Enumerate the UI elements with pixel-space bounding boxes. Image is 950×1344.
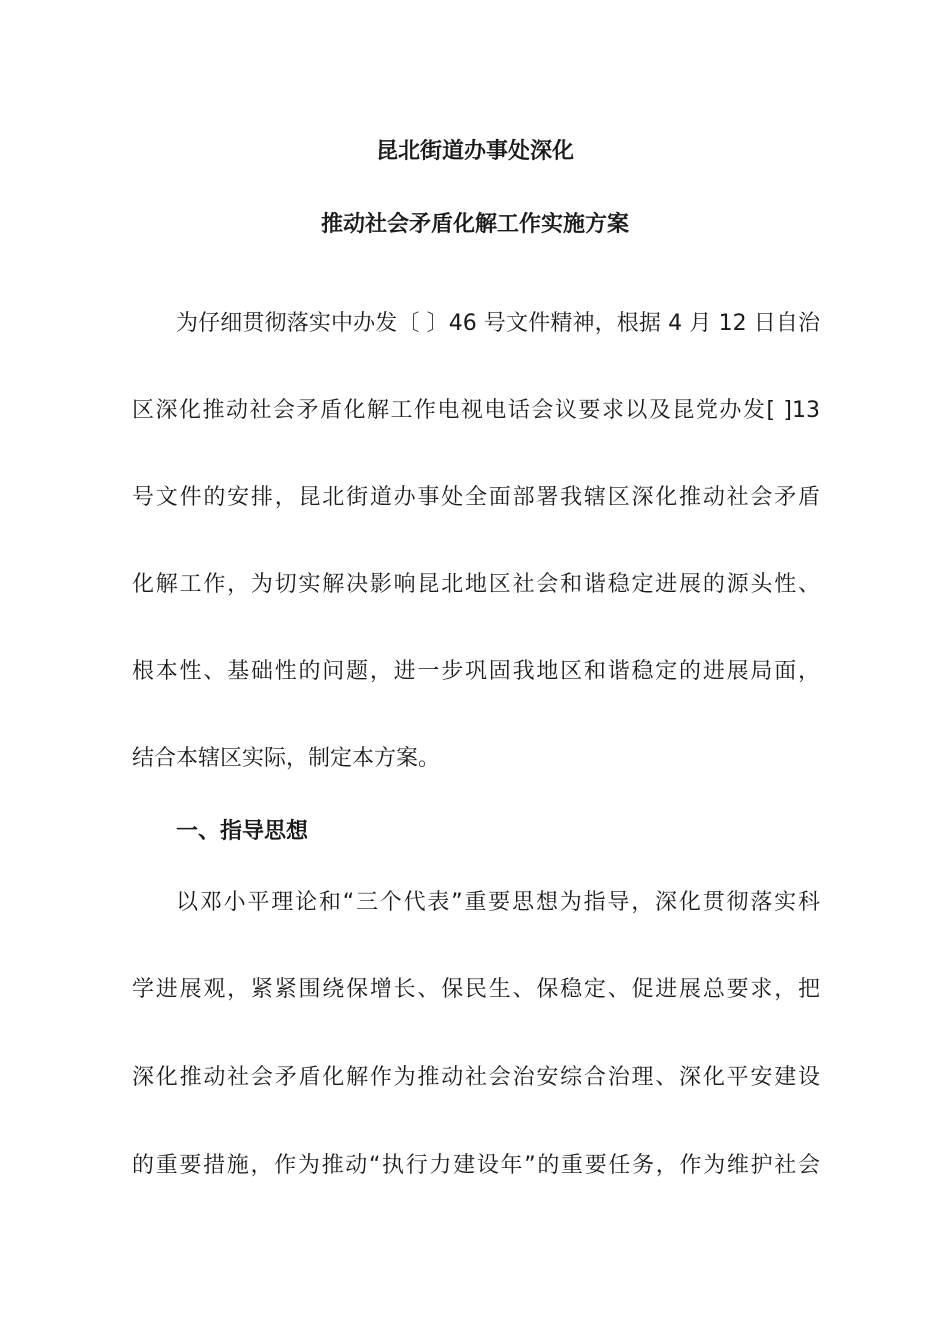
- intro-paragraph-line: 化解工作，为切实解决影响昆北地区社会和谐稳定进展的源头性、: [132, 572, 820, 597]
- section-paragraph-line: 的重要措施，作为推动“执行力建设年”的重要任务，作为维护社会: [132, 1153, 820, 1178]
- intro-paragraph-line: 根本性、基础性的问题，进一步巩固我地区和谐稳定的进展局面，: [132, 659, 820, 684]
- intro-paragraph-line: 为仔细贯彻落实中办发〔 〕46 号文件精神，根据 4 月 12 日自治: [176, 311, 820, 336]
- document-title-line-1: 昆北街道办事处深化: [375, 139, 574, 164]
- section-paragraph-line: 深化推动社会矛盾化解作为推动社会治安综合治理、深化平安建设: [132, 1065, 820, 1090]
- intro-paragraph-line: 号文件的安排，昆北街道办事处全面部署我辖区深化推动社会矛盾: [132, 485, 820, 510]
- document-title-line-2: 推动社会矛盾化解工作实施方案: [320, 212, 629, 237]
- intro-paragraph-line: 结合本辖区实际，制定本方案。: [132, 746, 441, 771]
- intro-paragraph-line: 区深化推动社会矛盾化解工作电视电话会议要求以及昆党办发[ ]13: [132, 398, 820, 423]
- section-heading: 一、指导思想: [176, 819, 309, 844]
- section-paragraph-line: 以邓小平理论和“三个代表”重要思想为指导，深化贯彻落实科: [176, 890, 820, 915]
- section-paragraph-line: 学进展观，紧紧围绕保增长、保民生、保稳定、促进展总要求，把: [132, 977, 820, 1002]
